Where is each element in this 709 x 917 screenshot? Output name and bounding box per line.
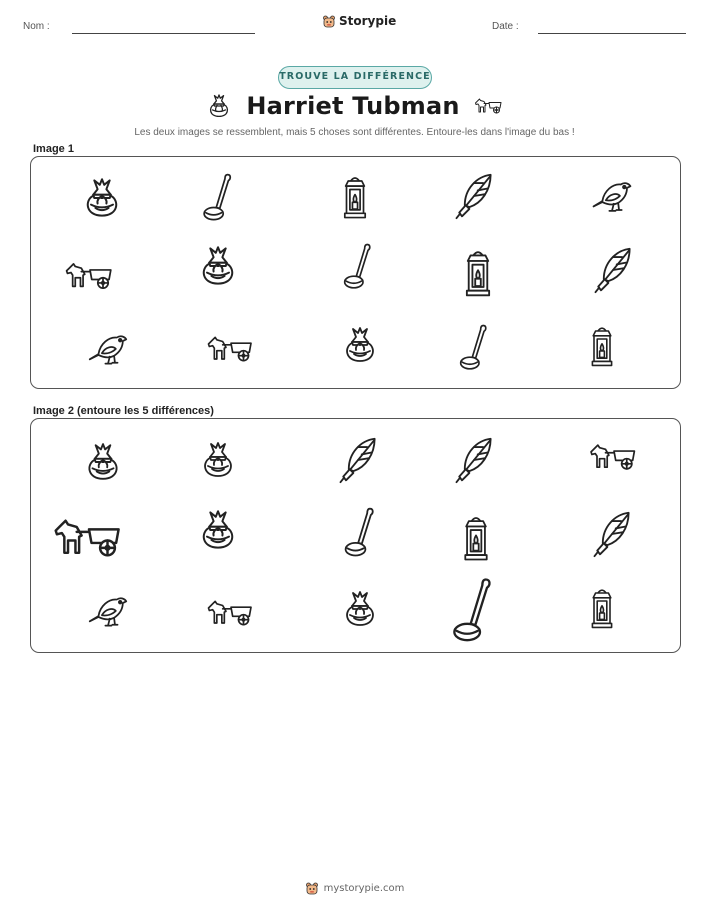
footer: [0, 881, 709, 895]
feather-icon: [452, 172, 496, 220]
sack-icon: [196, 240, 240, 292]
date-line[interactable]: [538, 33, 686, 34]
sack-icon[interactable]: [196, 506, 240, 554]
instructions: Les deux images se ressemblent, mais 5 choses sont différentes. Entoure-les dans l'image du bas !: [134, 127, 575, 138]
name-label: Nom :: [23, 21, 50, 32]
ladle-icon: [456, 323, 492, 373]
panel2-label: Image 2 (entoure les 5 différences): [33, 405, 214, 417]
bird-icon: [84, 328, 132, 368]
sack-icon: [340, 320, 380, 370]
horse-cart-icon: [206, 332, 256, 366]
lantern-icon: [338, 174, 372, 222]
title-block: [200, 92, 510, 120]
bird-icon[interactable]: [84, 590, 132, 630]
ladle-icon[interactable]: [340, 506, 380, 560]
sack-icon: [80, 172, 124, 224]
ladle-icon[interactable]: [446, 576, 500, 646]
brand-name: Storypie: [339, 14, 397, 28]
ladle-icon: [198, 172, 238, 224]
footer-site[interactable]: mystorypie.com: [323, 882, 405, 894]
panel1-label: Image 1: [33, 143, 74, 155]
lantern-icon: [458, 248, 498, 300]
feather-icon: [591, 246, 635, 294]
lantern-icon[interactable]: [458, 514, 494, 564]
sack-icon: [206, 93, 232, 119]
brand-logo: [322, 14, 396, 28]
activity-badge: TROUVE LA DIFFÉRENCE: [278, 66, 432, 89]
sack-icon[interactable]: [82, 436, 124, 488]
feather-icon[interactable]: [452, 436, 496, 484]
ladle-icon: [340, 242, 376, 292]
lantern-icon[interactable]: [586, 584, 618, 634]
bird-icon: [590, 174, 634, 216]
storypie-mascot-icon: [305, 881, 319, 895]
horse-cart-icon: [64, 256, 116, 296]
sack-icon[interactable]: [340, 584, 380, 634]
date-label: Date :: [492, 21, 519, 32]
lantern-icon: [586, 322, 618, 372]
sack-icon[interactable]: [198, 436, 238, 484]
horse-cart-icon[interactable]: [206, 596, 256, 630]
horse-cart-icon: [474, 95, 504, 117]
horse-cart-icon[interactable]: [52, 512, 126, 564]
feather-icon[interactable]: [336, 436, 380, 484]
page-title: Harriet Tubman: [246, 92, 460, 120]
storypie-mascot-icon: [322, 14, 336, 28]
horse-cart-icon[interactable]: [588, 440, 640, 474]
feather-icon[interactable]: [590, 510, 634, 558]
name-line[interactable]: [72, 33, 255, 34]
